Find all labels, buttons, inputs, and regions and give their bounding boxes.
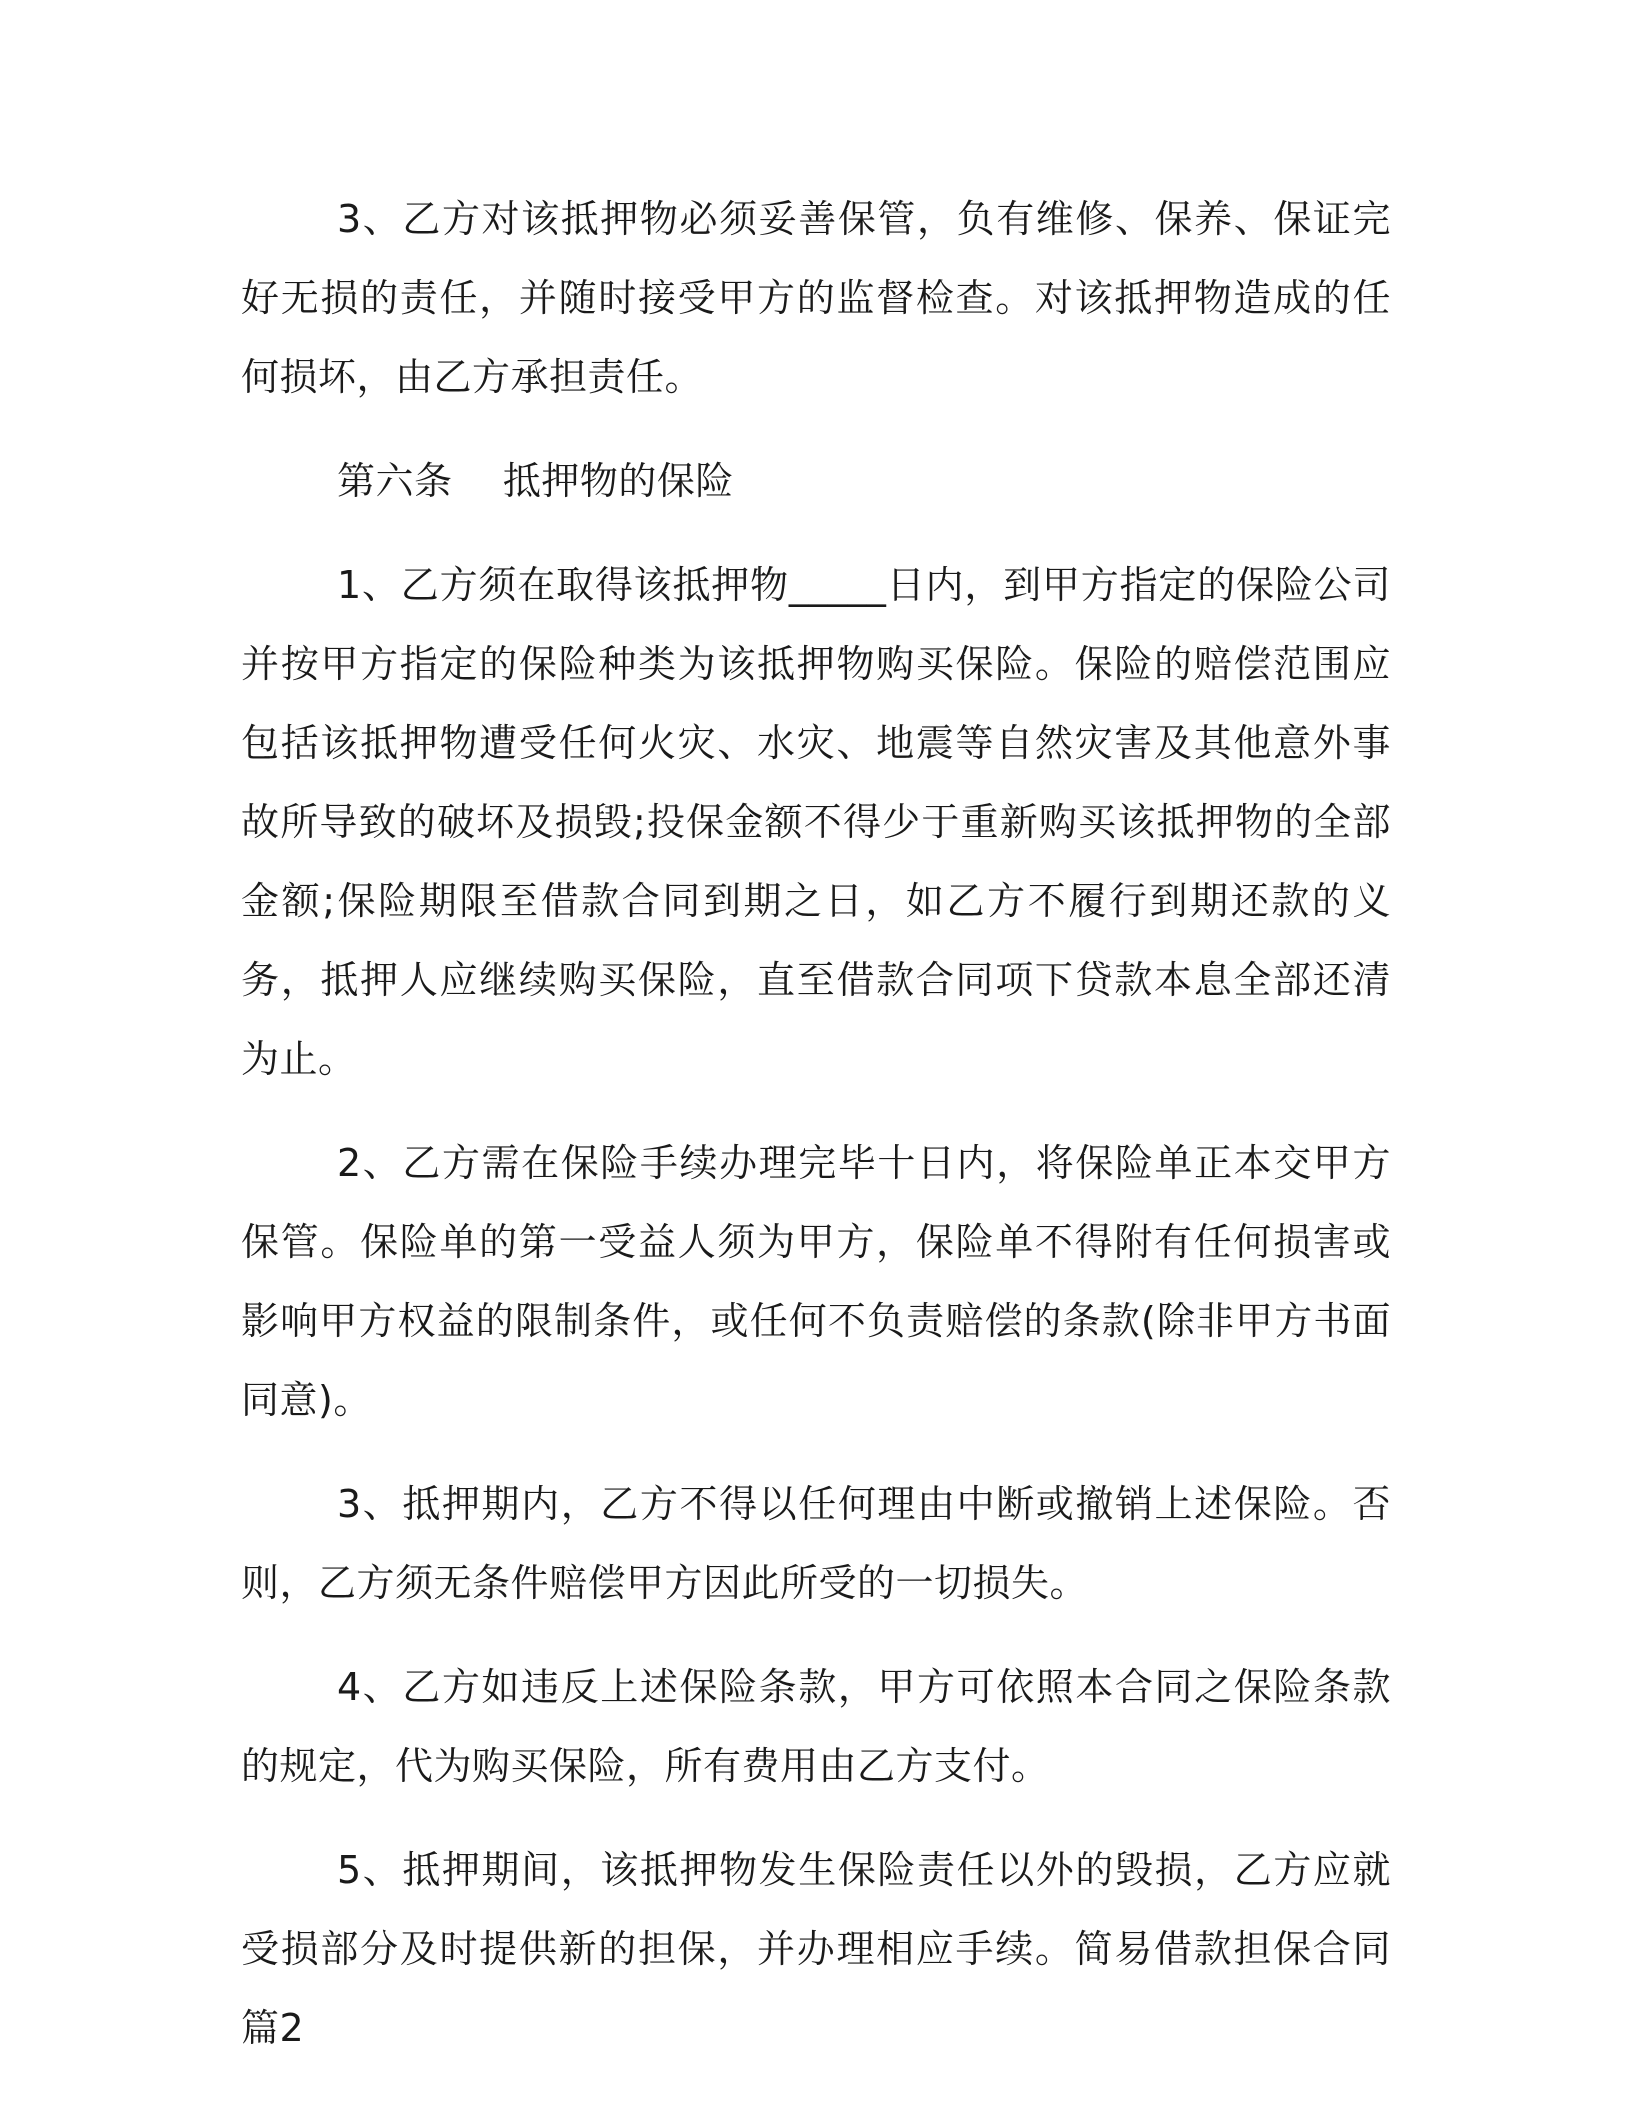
clause-6-4-paragraph: 4、乙方如违反上述保险条款，甲方可依照本合同之保险条款的规定，代为购买保险，所有费用由乙方支付。 (241, 1665, 1391, 1788)
document-body (241, 180, 1391, 2093)
section-heading-article-6: 第六条 抵押物的保险 (337, 459, 734, 503)
clause-6-2-paragraph: 2、乙方需在保险手续办理完毕十日内，将保险单正本交甲方保管。保险单的第一受益人须为甲方，保险单不得附有任何损害或影响甲方权益的限制条件，或任何不负责赔偿的条款(除非甲方书面同意)。 (241, 1141, 1391, 1422)
clause-6-5-paragraph: 5、抵押期间，该抵押物发生保险责任以外的毁损，乙方应就受损部分及时提供新的担保，并办理相应手续。简易借款担保合同 篇2 (241, 1848, 1391, 2050)
clause-6-3-paragraph: 3、抵押期内，乙方不得以任何理由中断或撤销上述保险。否则，乙方须无条件赔偿甲方因此所受的一切损失。 (241, 1482, 1391, 1605)
clause-5-3-paragraph: 3、乙方对该抵押物必须妥善保管，负有维修、保养、保证完好无损的责任，并随时接受甲方的监督检查。对该抵押物造成的任何损坏，由乙方承担责任。 (241, 197, 1391, 399)
clause-6-1-paragraph: 1、乙方须在取得该抵押物_____日内，到甲方指定的保险公司并按甲方指定的保险种类为该抵押物购买保险。保险的赔偿范围应包括该抵押物遭受任何火灾、水灾、地震等自然灾害及其他意外事故所导致的破坏及损毁;投保金额不得少于重新购买该抵押物的全部金额;保险期限至借款合同到期之日，如乙方不履行到期还款的义务，抵押人应继续购买保险，直至借款合同项下贷款本息全部还清为止。 (241, 563, 1391, 1081)
